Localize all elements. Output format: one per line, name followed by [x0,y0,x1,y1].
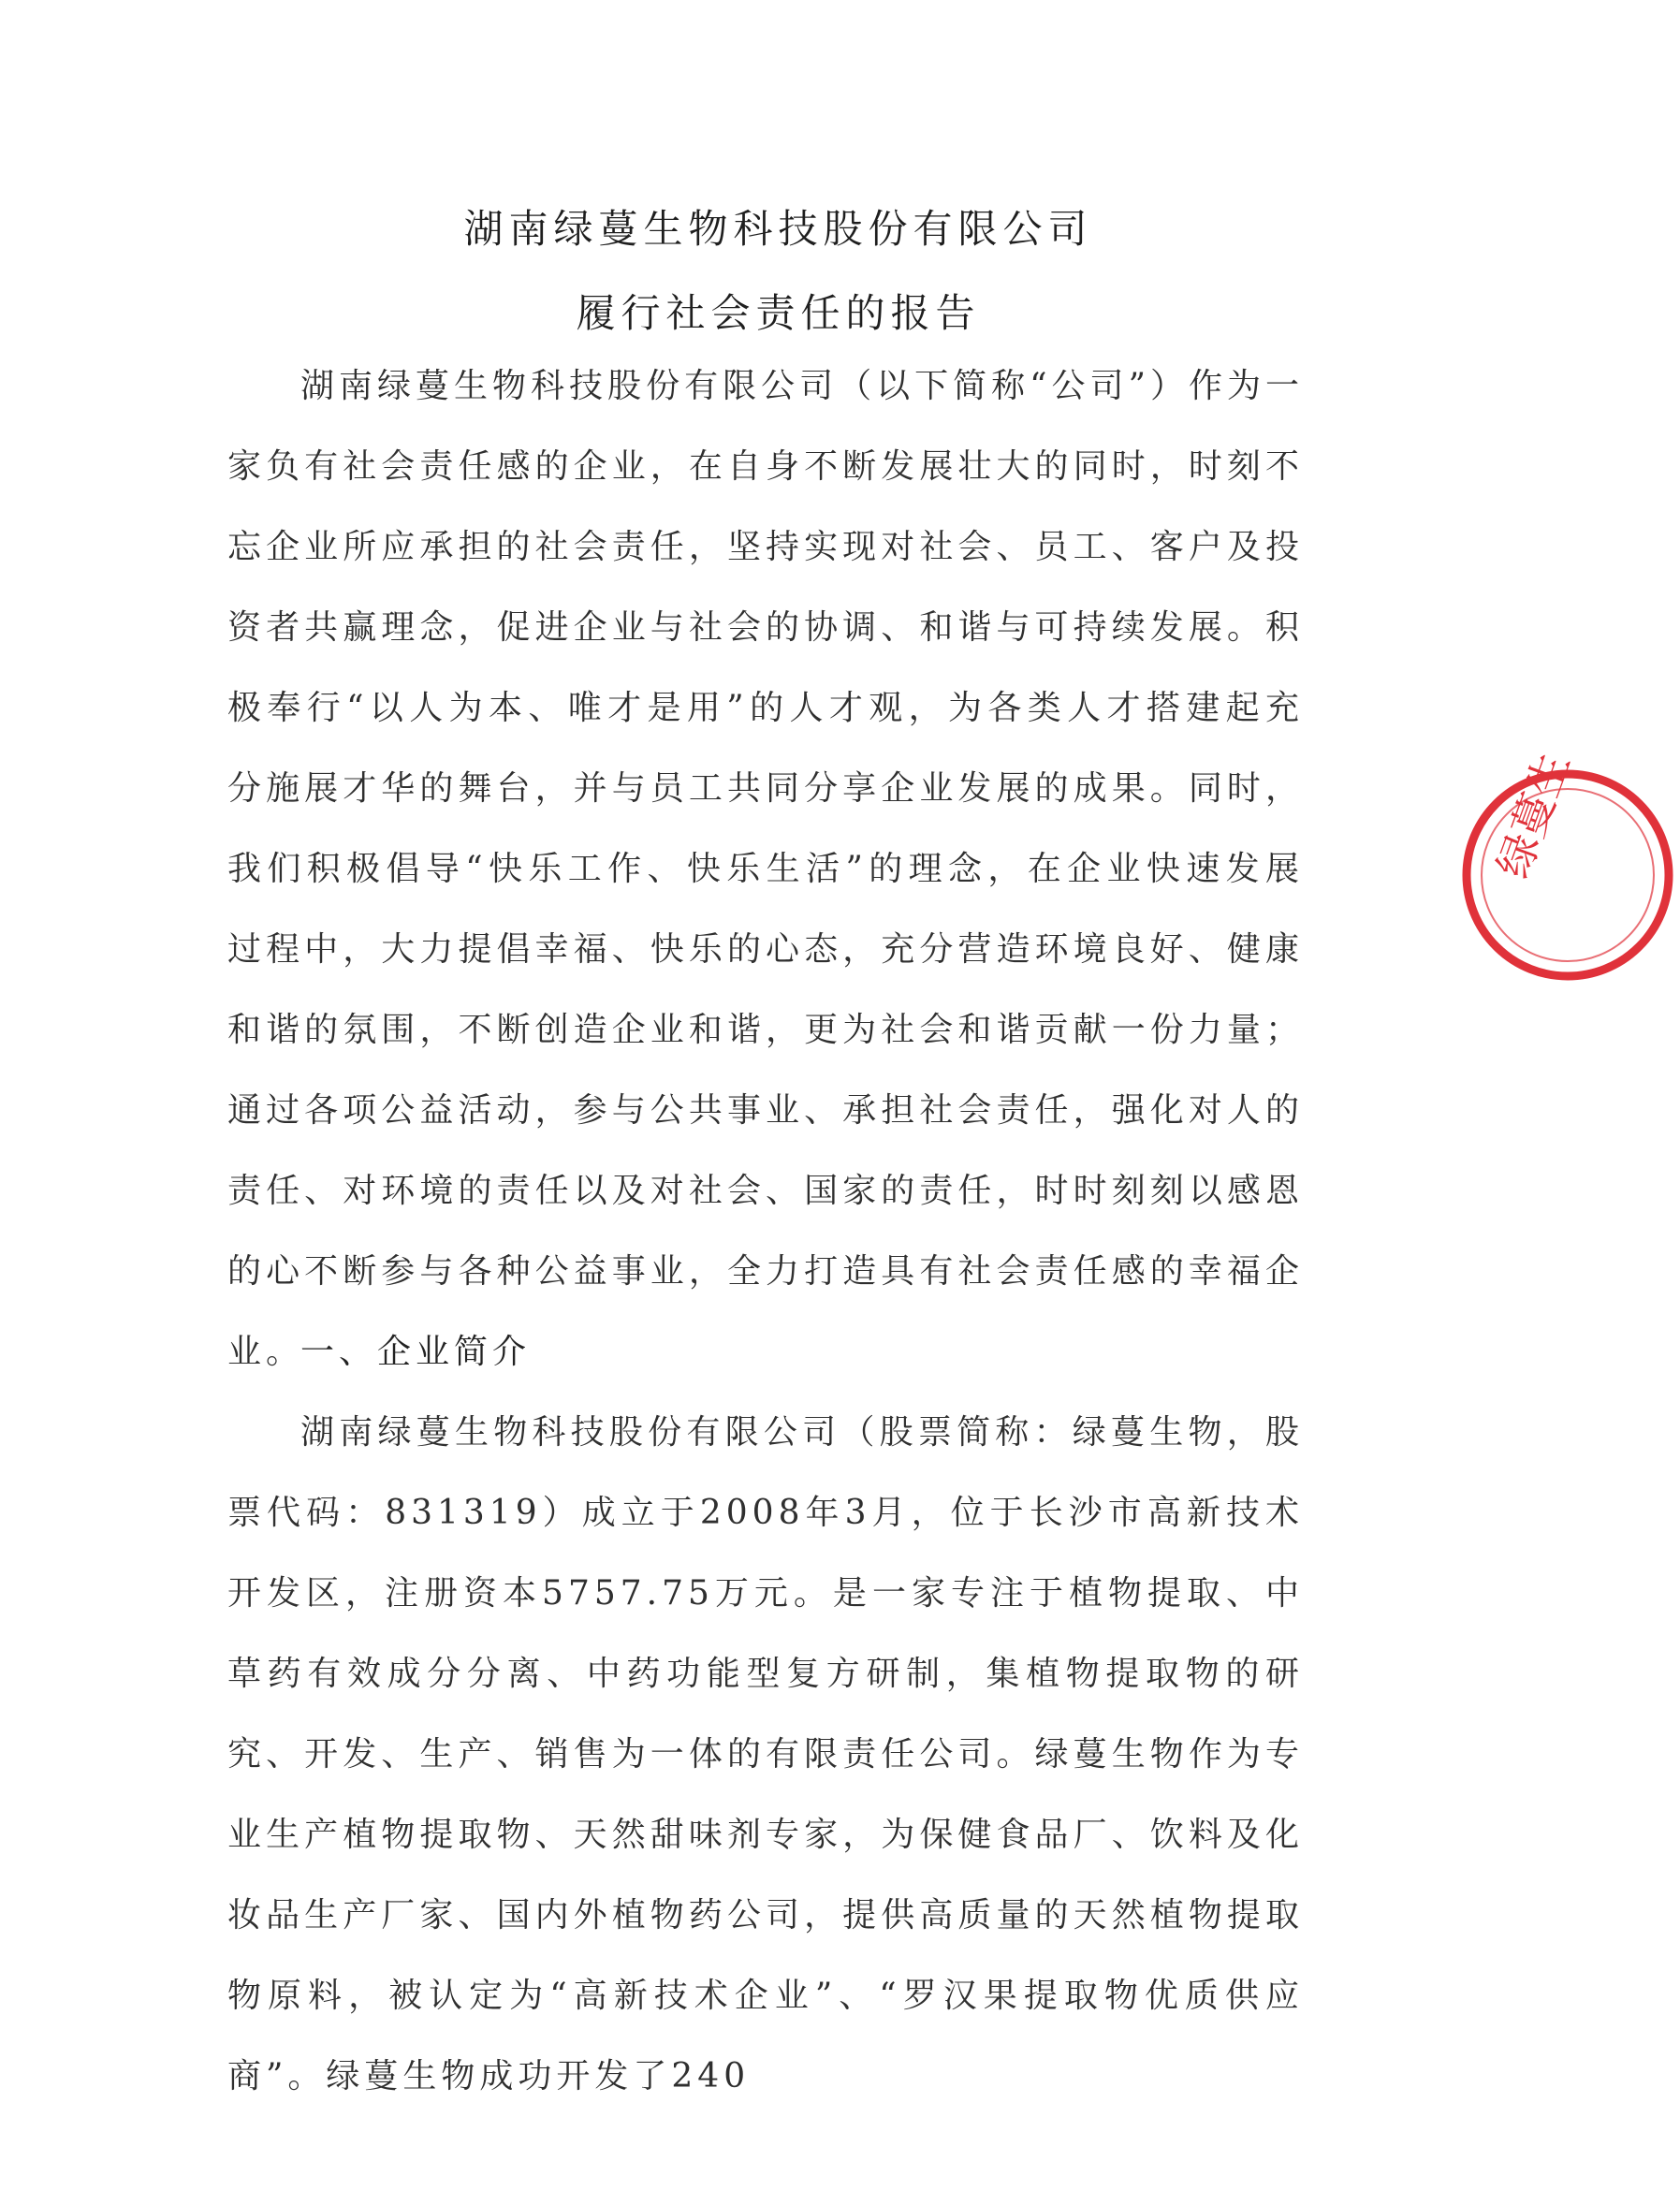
document-title: 湖南绿蔓生物科技股份有限公司 [463,206,1093,252]
seal-outer-ring [1467,774,1669,976]
intro-paragraph: 湖南绿蔓生物科技股份有限公司（以下简称“公司”）作为一家负有社会责任感的企业，在自身不断发展壮大的同时，时刻不忘企业所应承担的社会责任，坚持实现对社会、员工、客户及投资者共赢理念，促进企业与社会的协调、和谐与可持续发展。积极奉行“以人为本、唯才是用”的人才观，为各类人才搭建起充分施展才华的舞台，并与员工共同分享企业发展的成果。同时，我们积极倡导“快乐工作、快乐生活”的理念，在企业快速发展过程中，大力提倡幸福、快乐的心态，充分营造环境良好、健康和谐的氛围，不断创造企业和谐，更为社会和谐贡献一份力量；通过各项公益活动，参与公共事业、承担社会责任，强化对人的责任、对环境的责任以及对社会、国家的责任，时时刻刻以感恩的心不断参与各种公益事业，全力打造具有社会责任感的幸福企业。 [227,367,1304,1371]
document-subtitle: 履行社会责任的报告 [576,290,981,336]
section-heading-company-profile: 一、企业简介 [300,1333,532,1371]
seal-text: 绿蔓生 [1487,745,1580,884]
company-seal-stamp [1455,745,1680,987]
company-profile-paragraph: 湖南绿蔓生物科技股份有限公司（股票简称：绿蔓生物，股票代码：831319）成立于2008年3月，位于长沙市高新技术开发区，注册资本5757.75万元。是一家专注于植物提取、中草药有效成分分离、中药功能型复方研制，集植物提取物的研究、开发、生产、销售为一体的有限责任公司。绿蔓生物作为专业生产植物提取物、天然甜味剂专家，为保健食品厂、饮料及化妆品生产厂家、国内外植物药公司，提供高质量的天然植物提取物原料，被认定为“高新技术企业”、“罗汉果提取物优质供应商”。绿蔓生物成功开发了240 [227,1413,1304,2095]
